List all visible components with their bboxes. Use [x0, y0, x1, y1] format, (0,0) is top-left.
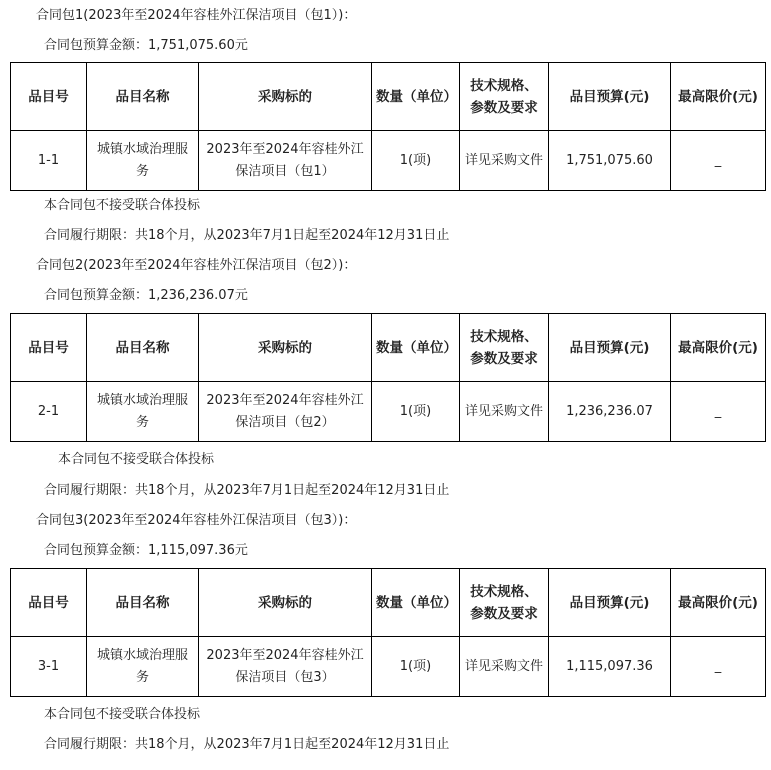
table-row [11, 131, 766, 191]
table-header-row [11, 569, 766, 637]
cell-max-price: _ [671, 637, 766, 697]
header-item-name: 品目名称 [87, 314, 199, 382]
contract-term: 合同履行期限：共18个月，从2023年7月1日起至2024年12月31日止 [44, 228, 450, 243]
cell-item-name: 城镇水域治理服务 [87, 637, 199, 697]
header-tech-specs: 技术规格、参数及要求 [460, 314, 549, 382]
cell-max-price: _ [671, 382, 766, 442]
cell-tech-specs: 详见采购文件 [460, 637, 549, 697]
package-budget: 合同包预算金额：1,751,075.60元 [44, 38, 248, 53]
cell-item-name: 城镇水域治理服务 [87, 131, 199, 191]
cell-max-price: _ [671, 131, 766, 191]
header-item-budget: 品目预算(元) [549, 569, 671, 637]
header-max-price: 最高限价(元) [671, 569, 766, 637]
package-title: 合同包1(2023年至2024年容桂外江保洁项目（包1）)： [36, 8, 357, 23]
cell-item-number: 1-1 [11, 131, 87, 191]
table-header-row [11, 63, 766, 131]
cell-procurement-subject: 2023年至2024年容桂外江保洁项目（包1） [199, 131, 372, 191]
cell-item-number: 2-1 [11, 382, 87, 442]
package-title: 合同包3(2023年至2024年容桂外江保洁项目（包3）)： [36, 513, 357, 528]
package-table [10, 568, 766, 697]
package-table [10, 313, 766, 442]
contract-term: 合同履行期限：共18个月，从2023年7月1日起至2024年12月31日止 [44, 737, 450, 752]
header-tech-specs: 技术规格、参数及要求 [460, 569, 549, 637]
header-tech-specs: 技术规格、参数及要求 [460, 63, 549, 131]
package-budget: 合同包预算金额：1,236,236.07元 [44, 288, 248, 303]
package-budget: 合同包预算金额：1,115,097.36元 [44, 543, 248, 558]
cell-tech-specs: 详见采购文件 [460, 382, 549, 442]
header-quantity: 数量（单位） [372, 314, 460, 382]
package-title: 合同包2(2023年至2024年容桂外江保洁项目（包2）)： [36, 258, 357, 273]
header-quantity: 数量（单位） [372, 569, 460, 637]
header-quantity: 数量（单位） [372, 63, 460, 131]
header-item-name: 品目名称 [87, 569, 199, 637]
cell-procurement-subject: 2023年至2024年容桂外江保洁项目（包3） [199, 637, 372, 697]
table-header-row [11, 314, 766, 382]
consortium-note: 本合同包不接受联合体投标 [44, 198, 201, 213]
header-item-budget: 品目预算(元) [549, 314, 671, 382]
cell-item-number: 3-1 [11, 637, 87, 697]
header-procurement-subject: 采购标的 [199, 63, 372, 131]
package-table [10, 62, 766, 191]
contract-term: 合同履行期限：共18个月，从2023年7月1日起至2024年12月31日止 [44, 483, 450, 498]
cell-quantity: 1(项) [372, 131, 460, 191]
header-procurement-subject: 采购标的 [199, 569, 372, 637]
header-item-number: 品目号 [11, 569, 87, 637]
consortium-note: 本合同包不接受联合体投标 [58, 452, 215, 467]
header-procurement-subject: 采购标的 [199, 314, 372, 382]
header-item-number: 品目号 [11, 63, 87, 131]
header-item-budget: 品目预算(元) [549, 63, 671, 131]
cell-tech-specs: 详见采购文件 [460, 131, 549, 191]
header-max-price: 最高限价(元) [671, 63, 766, 131]
table-row [11, 637, 766, 697]
cell-item-name: 城镇水域治理服务 [87, 382, 199, 442]
cell-item-budget: 1,751,075.60 [549, 131, 671, 191]
header-item-name: 品目名称 [87, 63, 199, 131]
header-max-price: 最高限价(元) [671, 314, 766, 382]
cell-procurement-subject: 2023年至2024年容桂外江保洁项目（包2） [199, 382, 372, 442]
consortium-note: 本合同包不接受联合体投标 [44, 707, 201, 722]
header-item-number: 品目号 [11, 314, 87, 382]
cell-item-budget: 1,115,097.36 [549, 637, 671, 697]
cell-item-budget: 1,236,236.07 [549, 382, 671, 442]
cell-quantity: 1(项) [372, 637, 460, 697]
cell-quantity: 1(项) [372, 382, 460, 442]
table-row [11, 382, 766, 442]
